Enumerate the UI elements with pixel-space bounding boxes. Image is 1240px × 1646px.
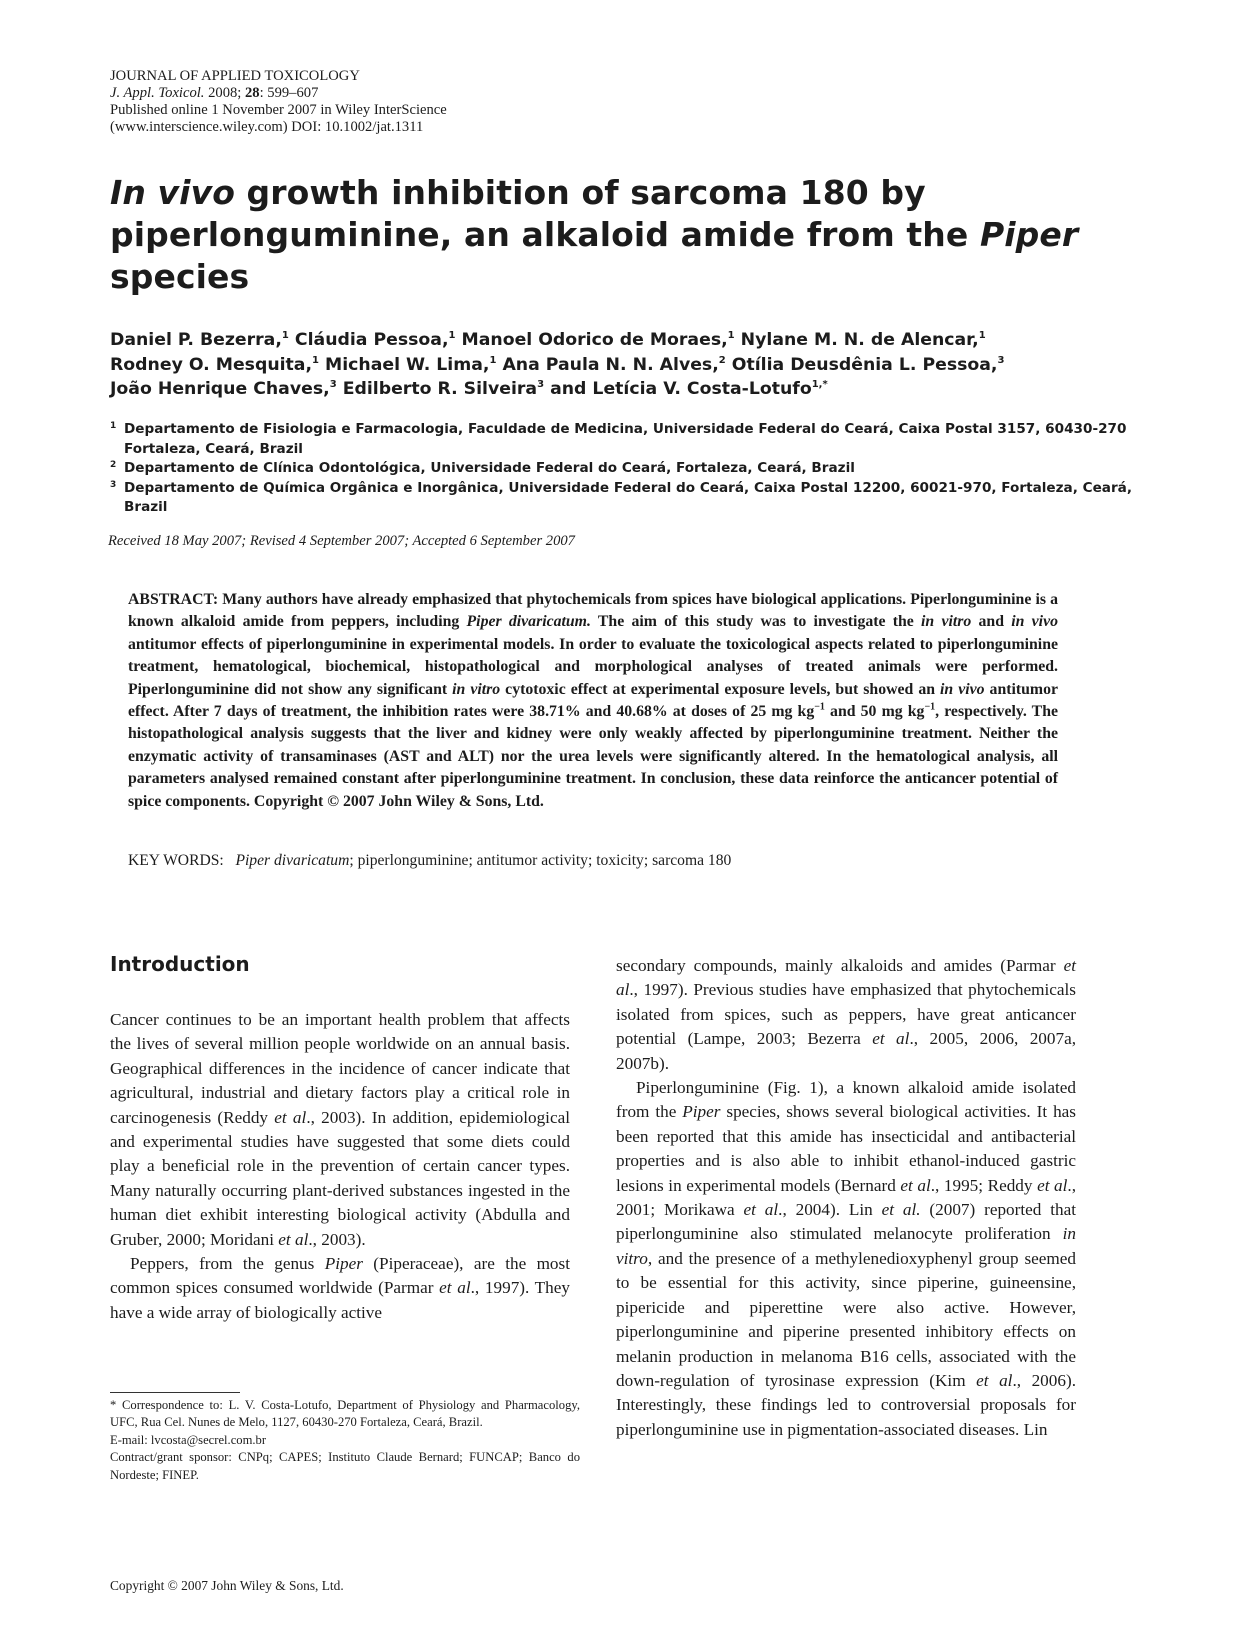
paragraph: secondary compounds, mainly alkaloids and amides (Parmar et al., 1997). Previous studies have emphasized that phytochemicals isolated from spices, such as peppers, have great anticancer potential (Lampe, 2003; Bezerra et al., 2005, 2006, 2007a, 2007b). bbox=[616, 956, 1076, 1073]
citation-pages: : 599–607 bbox=[259, 85, 319, 101]
author: Rodney O. Mesquita,$^1$ bbox=[110, 354, 320, 375]
paragraph: Piperlonguminine (Fig. 1), a known alkaloid amide isolated from the Piper species, shows several biological activities. It has been reported that this amide has insecticidal and antibacterial properties and is also able to inhibit ethanol-induced gastric lesions in experimental models (Bernard et al., 1995; Reddy et al., 2001; Morikawa et al., 2004). Lin et al. (2007) reported that piperlonguminine also stimulated melanocyte proliferation in vitro, and the presence of a methylenedioxyphenyl group seemed to be essential for this activity, since piperine, guineensine, pipericide and piperettine were also active. However, piperlonguminine and piperine presented inhibitory effects on melanin production in melanoma B16 cells, associated with the down-regulation of tyrosinase expression (Kim et al., 2006). Interestingly, these findings led to controversial proposals for piperlonguminine use in pigmentation-associated diseases. Lin bbox=[616, 1078, 1076, 1439]
title-in-vivo: In vivo bbox=[110, 173, 235, 212]
author-list bbox=[110, 328, 1140, 402]
keywords-label: KEY WORDS: bbox=[128, 852, 224, 869]
copyright-footer: Copyright © 2007 John Wiley & Sons, Ltd. bbox=[110, 1578, 344, 1593]
journal-name: JOURNAL OF APPLIED TOXICOLOGY bbox=[110, 68, 360, 84]
author: Edilberto R. Silveira$^3$ bbox=[342, 379, 545, 399]
citation-journal: J. Appl. Toxicol. bbox=[110, 85, 205, 101]
author: Michael W. Lima,$^1$ bbox=[325, 354, 497, 375]
affiliation-item: 3 Departamento de Química Orgânica e Inorgânica, Universidade Federal do Ceará, Caixa Postal 12200, 60021-970, Fortaleza, Ceará, Brazil bbox=[110, 479, 1133, 516]
email-note: E-mail: lvcosta@secrel.com.br bbox=[110, 1432, 267, 1447]
author: and Letícia V. Costa-Lotufo$^{1,*}$ bbox=[550, 379, 828, 399]
title-piper: Piper bbox=[979, 215, 1079, 254]
abstract: ABSTRACT: Many authors have already emphasized that phytochemicals from spices have biological applications. Piperlonguminine is a known alkaloid amide from peppers, including Piper divaricatum. The aim of this study was to investigate the in vitro and in vivo antitumor effects of piperlonguminine in experimental models. In order to evaluate the toxicological aspects related to piperlonguminine treatment, hematological, biochemical, histopathological and morphological analyses of treated animals were performed. Piperlonguminine did not show any significant in vitro cytotoxic effect at experimental exposure levels, but showed an in vivo antitumor effect. After 7 days of treatment, the inhibition rates were 38.71% and 40.68% at doses of 25 mg $kg^{-1}$ and 50 mg $kg^{-1}$, respectively. The histopathological analysis suggests that the liver and kidney were only weakly affected by piperlonguminine treatment. Neither the enzymatic activity of transaminases (AST and ALT) nor the urea levels were significantly altered. In the hematological analysis, all parameters analysed remained constant after piperlonguminine treatment. In conclusion, these data reinforce the anticancer potential of spice components. Copyright © 2007 John Wiley & Sons, Ltd. bbox=[128, 591, 1058, 810]
affiliation-item: 1 Departamento de Fisiologia e Farmacologia, Faculdade de Medicina, Universidade Federal do Ceará, Caixa Postal 3157, 60430-270 Fortaleza, Ceará, Brazil bbox=[110, 421, 1127, 457]
body-column-left bbox=[110, 1008, 570, 1325]
affiliation-item: 2 Departamento de Clínica Odontológica, Universidade Federal do Ceará, Fortaleza, Ceará, Brazil bbox=[110, 460, 855, 477]
doi-line: (www.interscience.wiley.com) DOI: 10.1002/jat.1311 bbox=[110, 119, 424, 135]
citation-volume: 28 bbox=[245, 85, 260, 101]
published-line: Published online 1 November 2007 in Wiley InterScience bbox=[110, 102, 447, 118]
citation-line bbox=[110, 85, 447, 102]
journal-header bbox=[110, 68, 447, 136]
author: Manoel Odorico de Moraes,$^1$ bbox=[461, 330, 735, 350]
body-column-right bbox=[616, 954, 1076, 1442]
author: Cláudia Pessoa,$^1$ bbox=[294, 330, 456, 350]
correspondence-note: * Correspondence to: L. V. Costa-Lotufo, Department of Physiology and Pharmacology, UFC, Rua Cel. Nunes de Melo, 1127, 60430-270 Fortaleza, Ceará, Brazil. bbox=[110, 1398, 580, 1430]
affiliations bbox=[110, 420, 1140, 518]
footnotes bbox=[110, 1397, 580, 1484]
paragraph: Cancer continues to be an important health problem that affects the lives of several million people worldwide on an annual basis. Geographical differences in the incidence of cancer indicate that agricultural, industrial and dietary factors play a critical role in carcinogenesis (Reddy et al., 2003). In addition, epidemiological and experimental studies have suggested that some diets could play a beneficial role in the prevention of certain cancer types. Many naturally occurring plant-derived substances ingested in the human diet exhibit interesting biological activity (Abdulla and Gruber, 2000; Moridani et al., 2003). bbox=[110, 1010, 570, 1249]
received-dates: Received 18 May 2007; Revised 4 September 2007; Accepted 6 September 2007 bbox=[108, 533, 575, 549]
citation-year: 2008; bbox=[204, 85, 245, 101]
author: Nylane M. N. de Alencar,$^1$ bbox=[740, 330, 986, 350]
title-end: species bbox=[110, 257, 250, 296]
section-heading-introduction: Introduction bbox=[110, 952, 250, 976]
author: Daniel P. Bezerra,$^1$ bbox=[110, 330, 289, 350]
author: Otília Deusdênia L. Pessoa,$^3$ bbox=[731, 354, 1005, 375]
footnote-divider bbox=[110, 1392, 240, 1393]
grant-note: Contract/grant sponsor: CNPq; CAPES; Instituto Claude Bernard; FUNCAP; Banco do Nordeste; FINEP. bbox=[110, 1450, 580, 1482]
author: João Henrique Chaves,$^3$ bbox=[110, 379, 337, 399]
paragraph: Peppers, from the genus Piper (Piperaceae), are the most common spices consumed worldwide (Parmar et al., 1997). They have a wide array of biologically active bbox=[110, 1254, 570, 1322]
keywords: KEY WORDS: Piper divaricatum; piperlonguminine; antitumor activity; toxicity; sarcoma 180 bbox=[128, 852, 732, 869]
title-main: growth inhibition of sarcoma 180 by piperlonguminine, an alkaloid amide from the bbox=[110, 173, 980, 254]
author: Ana Paula N. N. Alves,$^2$ bbox=[502, 354, 726, 375]
abstract-label: ABSTRACT: bbox=[128, 591, 219, 608]
paper-title bbox=[110, 172, 1090, 298]
